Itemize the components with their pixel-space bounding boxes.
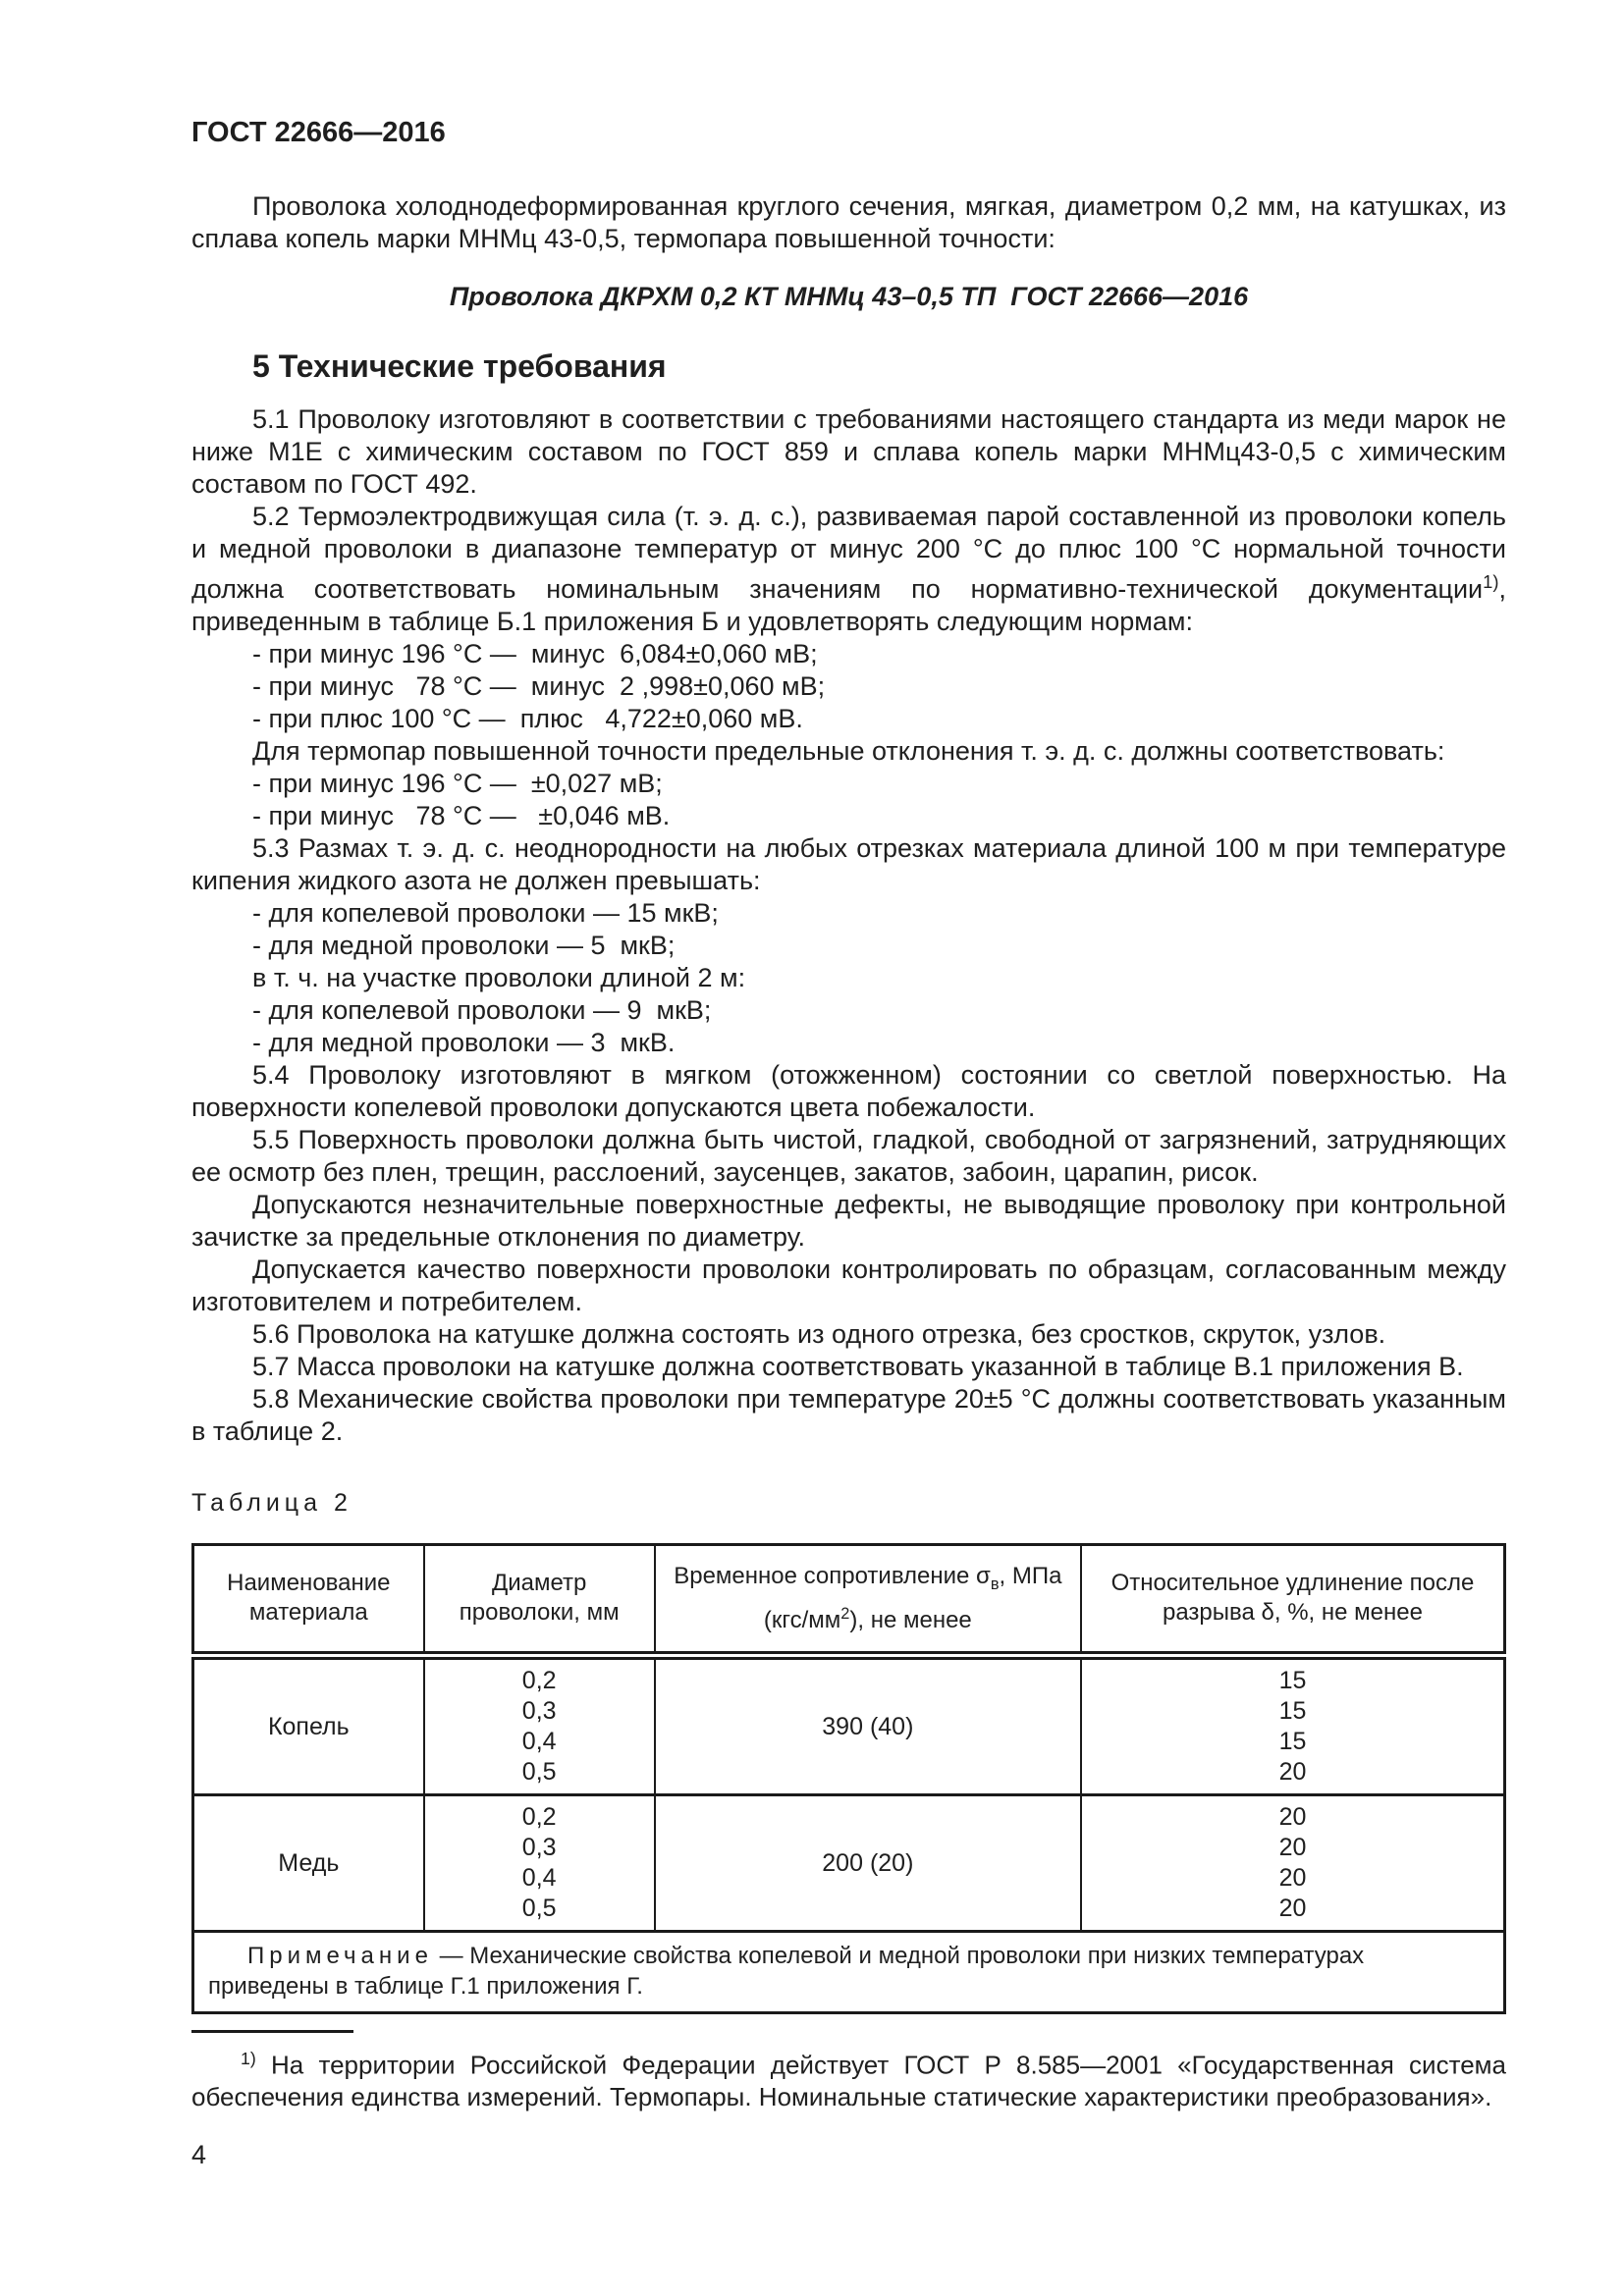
tensile-header-a: Временное сопротивление σ xyxy=(674,1563,991,1589)
strength-copper: 200 (20) xyxy=(655,1794,1081,1931)
list-item-2m-intro: в т. ч. на участке проволоки длиной 2 м: xyxy=(252,963,746,992)
paragraph-5-6: 5.6 Проволока на катушке должна состоять из одного отрезка, без сростков, скруток, узлов. xyxy=(252,1319,1386,1349)
paragraph-5-3: 5.3 Размах т. э. д. с. неоднородности на любых отрезках материала длиной 100 м при температуре кипения жидкого азота не должен превышать: xyxy=(191,833,1506,895)
diameter-value: 0,4 xyxy=(521,1863,557,1892)
paragraph-5-2-text-cont: , приведенным в таблице Б.1 приложения Б и удовлетворять следующим нормам: xyxy=(191,574,1506,636)
footnote-separator-rule xyxy=(191,2030,353,2033)
list-item-copper-100m: - для медной проволоки — 5 мкВ; xyxy=(252,931,676,960)
col-header-material: Наименование материала xyxy=(193,1545,424,1656)
tensile-header-b: , МПа xyxy=(999,1563,1062,1589)
list-item-emf-78: - при минус 78 °С — минус 2 ,998±0,060 мВ; xyxy=(252,671,826,701)
note-label: Примечание xyxy=(247,1942,433,1969)
table-note-cell xyxy=(193,1931,1505,2012)
diameter-value: 0,4 xyxy=(521,1727,557,1755)
paragraph-5-5: 5.5 Поверхность проволоки должна быть чистой, гладкой, свободной от загрязнений, затрудняющих ее осмотр без плен, трещин, расслоений, заусенцев, закатов, забоин, царапин, рисок. xyxy=(191,1125,1506,1187)
intro-paragraph: Проволока холоднодеформированная круглого сечения, мягкая, диаметром 0,2 мм, на катушках, из сплава копель марки МНМц 43-0,5, термопара повышенной точности: xyxy=(191,191,1506,253)
tensile-header-c: (кгс/мм xyxy=(763,1606,841,1633)
elongations-kopel xyxy=(1081,1655,1505,1794)
elongation-value: 20 xyxy=(1278,1757,1307,1786)
paragraph-5-5-samples: Допускается качество поверхности проволоки контролировать по образцам, согласованным между изготовителем и потребителем. xyxy=(191,1255,1506,1316)
strength-kopel: 390 (40) xyxy=(655,1655,1081,1794)
paragraph-5-2-text: 5.2 Термоэлектродвижущая сила (т. э. д. с.), развиваемая парой составленной из проволоки копель и медной проволоки в диапазоне температур от минус 200 °С до плюс 100 °С нормальной точности должна соответствовать номинальным значениям по нормативно-технической документации xyxy=(191,502,1506,604)
material-name-copper: Медь xyxy=(193,1794,424,1931)
diameters-copper xyxy=(424,1794,655,1931)
col-header-elongation: Относительное удлинение после разрыва δ, %, не менее xyxy=(1081,1545,1505,1656)
diameter-value: 0,2 xyxy=(521,1666,557,1694)
list-item-kopel-100m: - для копелевой проволоки — 15 мкВ; xyxy=(252,898,719,928)
mechanical-properties-table xyxy=(191,1543,1506,2014)
diameters-kopel xyxy=(424,1655,655,1794)
section-title: 5 Технические требования xyxy=(252,348,667,384)
tensile-header-d: ), не менее xyxy=(849,1606,972,1633)
table-note-row xyxy=(193,1931,1505,2012)
paragraph-5-4: 5.4 Проволоку изготовляют в мягком (отожженном) состоянии со светлой поверхностью. На поверхности копелевой проволоки допускаются цвета побежалости. xyxy=(191,1060,1506,1122)
paragraph-5-8: 5.8 Механические свойства проволоки при температуре 20±5 °С должны соответствовать указанным в таблице 2. xyxy=(191,1384,1506,1446)
list-item-dev-196: - при минус 196 °С — ±0,027 мВ; xyxy=(252,769,663,798)
table-row-kopel xyxy=(193,1655,1505,1794)
diameter-value: 0,3 xyxy=(521,1696,557,1725)
elongation-value: 20 xyxy=(1278,1863,1307,1892)
table-row-copper xyxy=(193,1794,1505,1931)
paragraph-5-5-defects: Допускаются незначительные поверхностные дефекты, не выводящие проволоку при контрольной зачистке за предельные отклонения по диаметру. xyxy=(191,1190,1506,1252)
footnote-reference-marker: 1) xyxy=(1483,571,1499,592)
elongation-value: 20 xyxy=(1278,1894,1307,1922)
list-item-emf-100: - при плюс 100 °С — плюс 4,722±0,060 мВ. xyxy=(252,704,803,733)
sigma-subscript: в xyxy=(990,1575,1000,1593)
footnote-marker: 1) xyxy=(241,2048,256,2068)
diameter-value: 0,5 xyxy=(521,1757,557,1786)
doc-code-header: ГОСТ 22666—2016 xyxy=(191,117,446,148)
footnote xyxy=(191,2043,1506,2114)
material-name-kopel: Копель xyxy=(193,1655,424,1794)
elongation-value: 20 xyxy=(1278,1833,1307,1861)
paragraph-5-1: 5.1 Проволоку изготовляют в соответствии с требованиями настоящего стандарта из меди марок не ниже М1Е с химическим составом по ГОСТ 859 и сплава копель марки МНМц43-0,5 с химическим составом по ГОСТ 492. xyxy=(191,404,1506,499)
list-item-emf-196: - при минус 196 °С — минус 6,084±0,060 мВ; xyxy=(252,639,818,668)
elongations-copper xyxy=(1081,1794,1505,1931)
list-item-copper-2m: - для медной проволоки — 3 мкВ. xyxy=(252,1028,676,1057)
table-header-row xyxy=(193,1545,1505,1656)
elongation-value: 20 xyxy=(1278,1802,1307,1831)
list-item-kopel-2m: - для копелевой проволоки — 9 мкВ; xyxy=(252,995,712,1025)
footnote-text: На территории Российской Федерации действует ГОСТ Р 8.585—2001 «Государственная система обеспечения единства измерений. Термопары. Номинальные статические характеристики преобразования». xyxy=(191,2050,1506,2112)
note-text: — Механические свойства копелевой и медной проволоки при низких температурах приведены в таблице Г.1 приложения Г. xyxy=(208,1942,1365,2000)
mm-squared-superscript: 2 xyxy=(840,1604,850,1623)
elongation-value: 15 xyxy=(1278,1696,1307,1725)
page-number: 4 xyxy=(191,2140,207,2170)
product-designation: Проволока ДКРХМ 0,2 КТ МНМц 43–0,5 ТП ГОСТ 22666—2016 xyxy=(449,282,1249,311)
list-item-dev-78: - при минус 78 °С — ±0,046 мВ. xyxy=(252,801,671,830)
elongation-value: 15 xyxy=(1278,1666,1307,1694)
paragraph-5-2-deviations: Для термопар повышенной точности предельные отклонения т. э. д. с. должны соответствовать: xyxy=(252,736,1445,766)
col-header-tensile-strength xyxy=(655,1545,1081,1656)
diameter-value: 0,3 xyxy=(521,1833,557,1861)
table-2-label: Таблица 2 xyxy=(191,1489,352,1517)
col-header-diameter: Диаметр проволоки, мм xyxy=(424,1545,655,1656)
diameter-value: 0,5 xyxy=(521,1894,557,1922)
paragraph-5-7: 5.7 Масса проволоки на катушке должна соответствовать указанной в таблице В.1 приложения В. xyxy=(252,1352,1464,1381)
paragraph-5-2 xyxy=(191,501,1506,638)
diameter-value: 0,2 xyxy=(521,1802,557,1831)
elongation-value: 15 xyxy=(1278,1727,1307,1755)
